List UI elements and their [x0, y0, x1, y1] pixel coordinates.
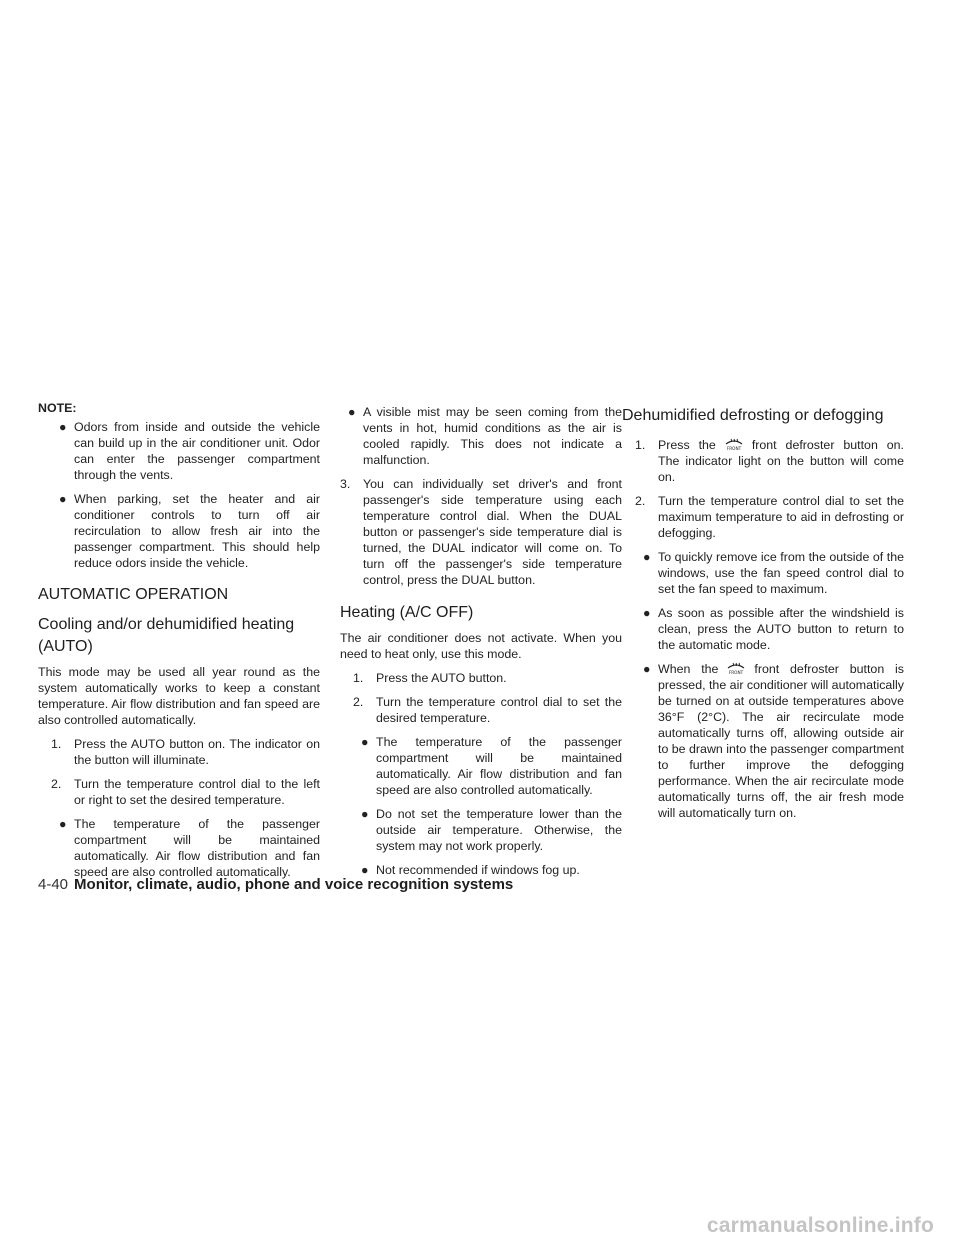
bullet-marker: ● — [59, 420, 67, 434]
bullet-item — [51, 816, 320, 880]
step-number: 3. — [340, 477, 351, 491]
bullet-item — [635, 605, 904, 653]
bullet-marker: ● — [643, 606, 651, 620]
step-text-before: Press the — [658, 438, 716, 452]
step-item — [51, 776, 320, 808]
step-number: 1. — [635, 438, 646, 452]
step-item — [340, 476, 622, 588]
bullet-text: Do not set the temperature lower than the outside air temperature. Otherwise, the system may not work properly. — [376, 807, 622, 853]
page-footer — [38, 876, 513, 893]
bullet-marker: ● — [643, 550, 651, 564]
bullet-text-before: When the — [658, 662, 719, 676]
bullet-marker: ● — [361, 735, 369, 749]
sub-heading-heating: Heating (A/C OFF) — [340, 604, 474, 621]
bullet-item — [353, 806, 622, 854]
step-item — [353, 694, 622, 726]
page-number: 4-40 — [38, 876, 69, 893]
step-item — [51, 736, 320, 768]
bullet-marker: ● — [59, 492, 67, 506]
note-bullet-text: When parking, set the heater and air conditioner controls to turn off air recirculation to allow fresh air into the passenger compartment. This should help reduce odors inside the vehicle. — [74, 492, 320, 570]
step-text-after: front defroster button on. The indicator light on the button will come on. — [658, 438, 904, 484]
front-defroster-icon — [722, 661, 750, 675]
step-text: You can individually set driver's and front passenger's side temperature using each temperature control dial. When the DUAL button or passenger's side temperature dial is turned, the DUAL indicator will come on. To turn off the passenger's side temperature control, press the DUAL button. — [363, 477, 622, 587]
front-defroster-icon — [720, 437, 748, 451]
step-number: 2. — [353, 695, 364, 709]
bullet-text: A visible mist may be seen coming from the vents in hot, humid conditions as the air is cooled rapidly. This does not indicate a malfunction. — [363, 405, 622, 467]
step-number: 2. — [51, 777, 62, 791]
step-text: Turn the temperature control dial to the left or right to set the desired temperature. — [74, 777, 320, 807]
bullet-text: The temperature of the passenger compartment will be maintained automatically. Air flow distribution and fan speed are also controlled automatically. — [376, 735, 622, 797]
bullet-marker: ● — [348, 405, 356, 419]
step-text: Press the AUTO button. — [376, 671, 507, 685]
step-number: 1. — [51, 737, 62, 751]
bullet-text: To quickly remove ice from the outside of the windows, use the fan speed control dial to set the fan speed to maximum. — [658, 550, 904, 596]
intro-paragraph: This mode may be used all year round as the system automatically works to keep a constant temperature. Air flow distribution and fan speed are also controlled automatically. — [38, 665, 320, 727]
bullet-marker: ● — [59, 817, 67, 831]
bullet-item — [340, 404, 622, 468]
step-number: 2. — [635, 494, 646, 508]
bullet-text: As soon as possible after the windshield is clean, press the AUTO button to return to the automatic mode. — [658, 606, 904, 652]
watermark: carmanualsonline.info — [706, 1214, 934, 1237]
bullet-item — [635, 549, 904, 597]
column-1 — [38, 400, 320, 888]
step-number: 1. — [353, 671, 364, 685]
column-3 — [622, 400, 904, 829]
section-heading: AUTOMATIC OPERATION — [38, 586, 229, 603]
intro-paragraph: The air conditioner does not activate. When you need to heat only, use this mode. — [340, 631, 622, 661]
bullet-marker: ● — [361, 863, 369, 877]
step-text: Press the AUTO button on. The indicator on the button will illuminate. — [74, 737, 320, 767]
bullet-text: Not recommended if windows fog up. — [376, 863, 580, 877]
column-2 — [340, 400, 622, 886]
step-text: Turn the temperature control dial to set the maximum temperature to aid in defrosting or defogging. — [658, 494, 904, 540]
defroster-caption: FRONT — [726, 446, 741, 451]
step-item — [635, 437, 904, 485]
note-bullet — [51, 419, 320, 483]
step-item — [353, 670, 622, 686]
step-item — [635, 493, 904, 541]
note-bullet — [51, 491, 320, 571]
sub-heading-cooling: Cooling and/or dehumidified heating (AUTO) — [38, 616, 295, 655]
step-text: Turn the temperature control dial to set the desired temperature. — [376, 695, 622, 725]
bullet-text-after: front defroster button is pressed, the air conditioner will automatically be turned on at outside temperatures above 36°F (2°C). The air recirculate mode automatically turns off, allowing outside air to be drawn into the passenger compartment to further improve the defogging performance. When the air recirculate mode automatically turns off, the air fresh mode will automatically turn on. — [658, 662, 904, 820]
bullet-marker: ● — [361, 807, 369, 821]
note-label: NOTE: — [38, 401, 77, 415]
bullet-marker: ● — [643, 662, 651, 676]
bullet-item — [353, 734, 622, 798]
sub-heading-defrost: Dehumidified defrosting or defogging — [622, 407, 884, 424]
bullet-text: The temperature of the passenger compartment will be maintained automatically. Air flow distribution and fan speed are also controlled automatically. — [74, 817, 320, 879]
defroster-caption: FRONT — [729, 670, 744, 675]
note-bullet-text: Odors from inside and outside the vehicle can build up in the air conditioner unit. Odor can enter the passenger compartment through the vents. — [74, 420, 320, 482]
bullet-item — [635, 661, 904, 821]
chapter-title: Monitor, climate, audio, phone and voice recognition systems — [74, 876, 514, 893]
